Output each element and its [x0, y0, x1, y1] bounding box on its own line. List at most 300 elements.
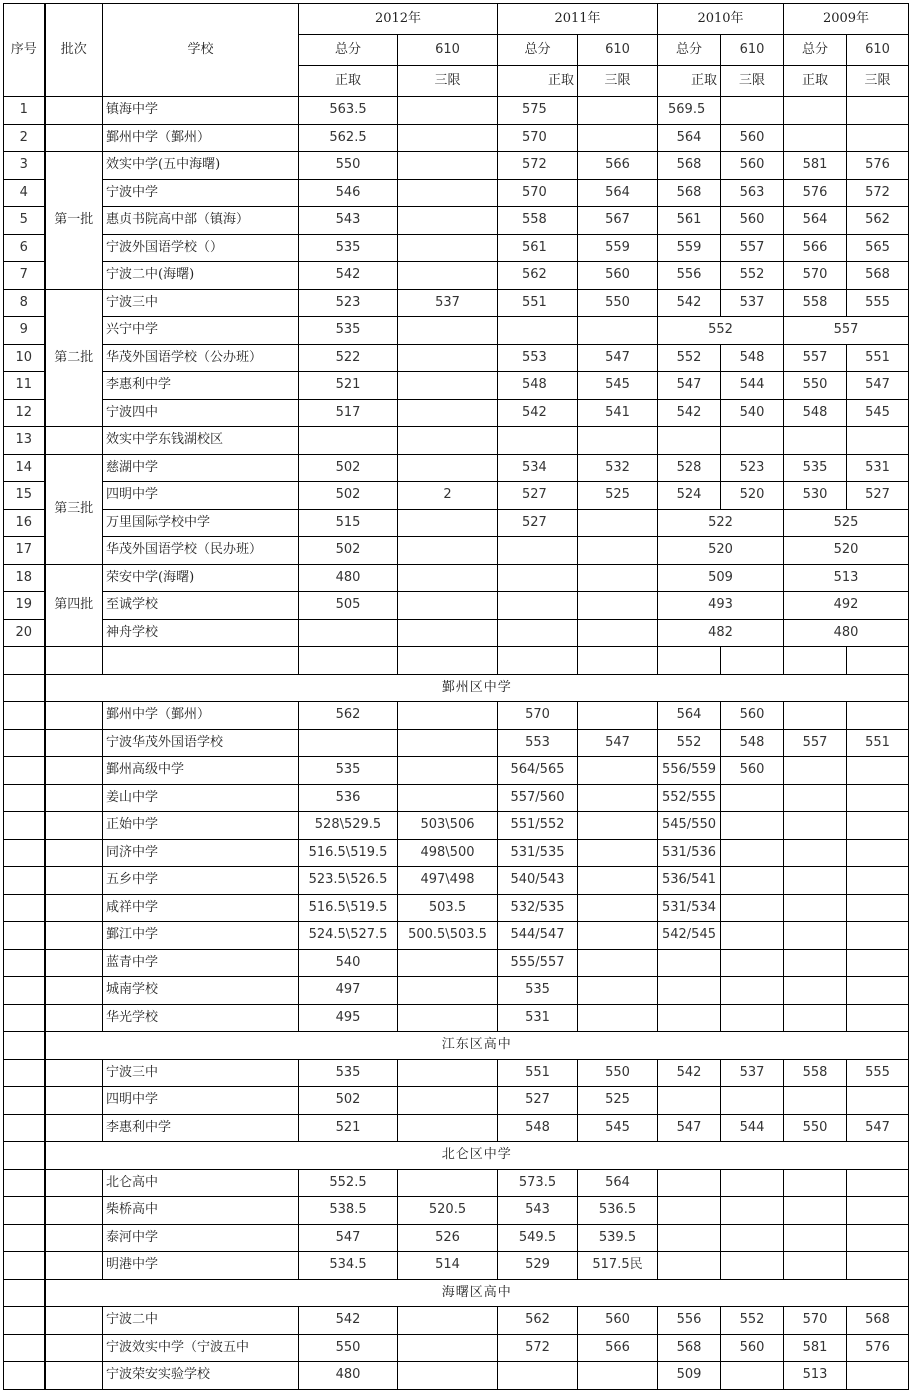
school-cell: 效实中学(五中海曙) — [103, 152, 299, 180]
score-cell: 524 — [658, 482, 721, 510]
col-header-regular: 正取 — [658, 66, 721, 97]
score-cell: 502 — [299, 482, 398, 510]
section-title: 北仑区中学 — [45, 1142, 909, 1170]
table-row — [4, 1197, 909, 1225]
score-cell — [784, 1224, 847, 1252]
school-cell: 宁波二中(海曙) — [103, 262, 299, 290]
table-row — [4, 427, 909, 455]
score-cell — [847, 977, 909, 1005]
score-cell — [398, 317, 498, 345]
score-cell: 564 — [658, 702, 721, 730]
col-header-610: 610 — [847, 35, 909, 66]
score-cell: 534.5 — [299, 1252, 398, 1280]
score-cell — [658, 1004, 721, 1032]
school-cell: 姜山中学 — [103, 784, 299, 812]
score-cell: 551/552 — [498, 812, 578, 840]
seq-cell: 12 — [4, 399, 45, 427]
score-cell — [658, 1169, 721, 1197]
col-header-total: 总分 — [299, 35, 398, 66]
score-cell — [784, 1252, 847, 1280]
school-cell: 华茂外国语学校（公办班） — [103, 344, 299, 372]
seq-cell: 14 — [4, 454, 45, 482]
score-cell: 548 — [721, 729, 784, 757]
score-cell: 557 — [784, 344, 847, 372]
table-row — [4, 234, 909, 262]
score-cell: 573.5 — [498, 1169, 578, 1197]
score-cell: 564 — [578, 179, 658, 207]
score-cell — [658, 949, 721, 977]
score-cell — [578, 977, 658, 1005]
col-header-total: 总分 — [658, 35, 721, 66]
seq-cell: 3 — [4, 152, 45, 180]
school-cell: 荣安中学(海曙) — [103, 564, 299, 592]
score-cell: 555/557 — [498, 949, 578, 977]
score-cell — [398, 1334, 498, 1362]
score-cell: 552.5 — [299, 1169, 398, 1197]
score-cell — [847, 922, 909, 950]
batch-cell — [45, 124, 103, 152]
score-cell: 536/541 — [658, 867, 721, 895]
score-cell: 525 — [578, 1087, 658, 1115]
col-header-610: 610 — [398, 35, 498, 66]
score-cell — [498, 317, 578, 345]
score-cell: 570 — [498, 702, 578, 730]
score-cell: 480 — [299, 1362, 398, 1390]
seq-cell: 5 — [4, 207, 45, 235]
score-cell: 565 — [847, 234, 909, 262]
score-cell — [398, 784, 498, 812]
score-cell: 557 — [721, 234, 784, 262]
school-cell: 鄞州高级中学 — [103, 757, 299, 785]
score-cell: 552 — [658, 729, 721, 757]
score-cell: 564 — [784, 207, 847, 235]
seq-cell: 13 — [4, 427, 45, 455]
score-cell: 547 — [847, 372, 909, 400]
section-header-row — [4, 1142, 909, 1170]
section-header-row — [4, 674, 909, 702]
score-cell — [498, 537, 578, 565]
score-cell-merged: 513 — [784, 564, 909, 592]
score-cell: 515 — [299, 509, 398, 537]
score-cell — [721, 1252, 784, 1280]
score-cell: 576 — [784, 179, 847, 207]
score-cell — [721, 867, 784, 895]
score-cell: 2 — [398, 482, 498, 510]
score-cell: 497\498 — [398, 867, 498, 895]
score-cell: 560 — [721, 757, 784, 785]
score-cell: 558 — [784, 1059, 847, 1087]
score-cell: 542 — [498, 399, 578, 427]
score-cell: 545 — [847, 399, 909, 427]
score-cell — [847, 784, 909, 812]
seq-cell: 16 — [4, 509, 45, 537]
score-cell — [398, 1114, 498, 1142]
score-cell: 527 — [498, 1087, 578, 1115]
empty-row — [4, 647, 909, 675]
score-cell — [784, 97, 847, 125]
score-cell: 534 — [498, 454, 578, 482]
score-cell — [398, 1169, 498, 1197]
school-cell: 宁波三中 — [103, 289, 299, 317]
seq-cell: 15 — [4, 482, 45, 510]
score-cell: 551 — [498, 289, 578, 317]
table-row — [4, 482, 909, 510]
score-cell — [398, 592, 498, 620]
table-row — [4, 317, 909, 345]
score-cell — [721, 1197, 784, 1225]
score-cell: 560 — [721, 1334, 784, 1362]
score-cell: 503.5 — [398, 894, 498, 922]
batch-cell — [45, 427, 103, 455]
score-cell — [498, 619, 578, 647]
batch-cell-second: 第二批 — [45, 289, 103, 427]
score-cell-merged: 509 — [658, 564, 784, 592]
table-row — [4, 179, 909, 207]
score-cell — [398, 152, 498, 180]
score-cell: 560 — [578, 262, 658, 290]
col-header-total: 总分 — [498, 35, 578, 66]
score-cell: 531/534 — [658, 894, 721, 922]
table-row — [4, 977, 909, 1005]
score-cell: 536.5 — [578, 1197, 658, 1225]
score-cell — [398, 124, 498, 152]
school-cell: 慈湖中学 — [103, 454, 299, 482]
score-cell — [398, 207, 498, 235]
school-cell: 城南学校 — [103, 977, 299, 1005]
score-cell: 570 — [498, 124, 578, 152]
score-cell: 542/545 — [658, 922, 721, 950]
score-cell: 560 — [721, 124, 784, 152]
score-cell — [578, 537, 658, 565]
col-header-regular: 正取 — [784, 66, 847, 97]
score-cell: 575 — [498, 97, 578, 125]
score-cell: 568 — [658, 179, 721, 207]
score-cell: 537 — [721, 1059, 784, 1087]
score-cell — [578, 592, 658, 620]
seq-cell: 17 — [4, 537, 45, 565]
score-cell: 576 — [847, 1334, 909, 1362]
batch-cell-fourth: 第四批 — [45, 564, 103, 647]
col-header-restricted: 三限 — [847, 66, 909, 97]
score-cell — [721, 894, 784, 922]
score-cell: 545/550 — [658, 812, 721, 840]
score-cell: 524.5\527.5 — [299, 922, 398, 950]
seq-cell: 6 — [4, 234, 45, 262]
score-cell — [784, 867, 847, 895]
school-cell: 华光学校 — [103, 1004, 299, 1032]
table-row — [4, 1114, 909, 1142]
score-cell — [578, 619, 658, 647]
score-cell — [721, 977, 784, 1005]
section-header-row — [4, 1279, 909, 1307]
school-cell: 宁波三中 — [103, 1059, 299, 1087]
col-header-regular: 正取 — [299, 66, 398, 97]
school-cell: 神舟学校 — [103, 619, 299, 647]
score-cell — [784, 1197, 847, 1225]
col-header-restricted: 三限 — [578, 66, 658, 97]
score-cell — [847, 1197, 909, 1225]
score-cell: 527 — [847, 482, 909, 510]
score-cell — [398, 702, 498, 730]
score-cell — [578, 784, 658, 812]
school-cell: 宁波四中 — [103, 399, 299, 427]
school-cell: 兴宁中学 — [103, 317, 299, 345]
table-row — [4, 1224, 909, 1252]
score-cell: 542 — [299, 1307, 398, 1335]
score-cell: 543 — [498, 1197, 578, 1225]
score-cell — [578, 317, 658, 345]
table-row — [4, 1307, 909, 1335]
school-cell: 柴桥高中 — [103, 1197, 299, 1225]
score-cell: 544 — [721, 1114, 784, 1142]
school-cell: 四明中学 — [103, 1087, 299, 1115]
score-cell — [721, 1004, 784, 1032]
table-row — [4, 124, 909, 152]
table-row — [4, 757, 909, 785]
score-cell: 560 — [721, 702, 784, 730]
score-cell — [398, 1087, 498, 1115]
score-cell: 527 — [498, 509, 578, 537]
score-cell — [847, 867, 909, 895]
table-row — [4, 894, 909, 922]
score-cell: 542 — [299, 262, 398, 290]
score-cell-merged: 482 — [658, 619, 784, 647]
score-cell: 540/543 — [498, 867, 578, 895]
col-header-year-2011: 2011年 — [498, 4, 658, 35]
score-cell: 545 — [578, 1114, 658, 1142]
score-cell — [398, 1362, 498, 1390]
table-row — [4, 949, 909, 977]
score-cell — [398, 234, 498, 262]
score-cell: 543 — [299, 207, 398, 235]
score-cell: 568 — [847, 262, 909, 290]
score-cell — [847, 757, 909, 785]
score-cell: 520.5 — [398, 1197, 498, 1225]
score-cell — [398, 427, 498, 455]
score-cell — [847, 1087, 909, 1115]
score-cell: 509 — [658, 1362, 721, 1390]
col-header-school: 学校 — [103, 4, 299, 97]
score-cell: 550 — [299, 152, 398, 180]
school-cell: 李惠利中学 — [103, 1114, 299, 1142]
score-cell: 503\506 — [398, 812, 498, 840]
score-cell: 551 — [847, 729, 909, 757]
score-cell: 563.5 — [299, 97, 398, 125]
table-row — [4, 399, 909, 427]
table-row — [4, 784, 909, 812]
score-cell — [658, 1197, 721, 1225]
col-header-year-2012: 2012年 — [299, 4, 498, 35]
score-cell: 560 — [578, 1307, 658, 1335]
score-cell — [784, 784, 847, 812]
score-cell: 559 — [578, 234, 658, 262]
score-cell — [578, 1362, 658, 1390]
score-cell: 550 — [578, 1059, 658, 1087]
score-cell — [578, 894, 658, 922]
score-cell: 542 — [658, 399, 721, 427]
table-row — [4, 344, 909, 372]
score-cell — [658, 427, 721, 455]
score-cell: 551 — [498, 1059, 578, 1087]
score-cell: 516.5\519.5 — [299, 894, 398, 922]
score-cell: 548 — [784, 399, 847, 427]
score-cell: 502 — [299, 454, 398, 482]
school-cell: 宁波荣安实验学校 — [103, 1362, 299, 1390]
table-row — [4, 839, 909, 867]
score-cell: 559 — [658, 234, 721, 262]
score-cell: 550 — [784, 372, 847, 400]
score-cell: 539.5 — [578, 1224, 658, 1252]
seq-cell: 8 — [4, 289, 45, 317]
school-cell: 明港中学 — [103, 1252, 299, 1280]
score-cell: 505 — [299, 592, 398, 620]
score-cell: 523.5\526.5 — [299, 867, 398, 895]
school-cell: 鄞江中学 — [103, 922, 299, 950]
table-row — [4, 537, 909, 565]
score-cell: 544 — [721, 372, 784, 400]
score-cell-merged: 525 — [784, 509, 909, 537]
seq-cell: 10 — [4, 344, 45, 372]
score-cell — [299, 427, 398, 455]
score-cell: 553 — [498, 729, 578, 757]
table-row — [4, 812, 909, 840]
score-cell — [784, 894, 847, 922]
score-cell: 538.5 — [299, 1197, 398, 1225]
score-cell — [398, 399, 498, 427]
col-header-batch: 批次 — [45, 4, 103, 97]
score-cell: 557 — [784, 729, 847, 757]
score-cell — [578, 757, 658, 785]
school-cell: 咸祥中学 — [103, 894, 299, 922]
score-cell — [721, 922, 784, 950]
school-cell: 华茂外国语学校（民办班） — [103, 537, 299, 565]
score-cell: 514 — [398, 1252, 498, 1280]
score-cell: 562 — [498, 262, 578, 290]
score-cell: 548 — [721, 344, 784, 372]
table-row — [4, 619, 909, 647]
score-cell — [299, 729, 398, 757]
school-cell: 李惠利中学 — [103, 372, 299, 400]
score-cell — [398, 537, 498, 565]
score-cell — [398, 564, 498, 592]
score-cell: 561 — [658, 207, 721, 235]
table-row — [4, 592, 909, 620]
score-cell: 537 — [398, 289, 498, 317]
score-cell — [721, 1362, 784, 1390]
score-cell — [578, 922, 658, 950]
school-cell: 宁波效实中学（宁波五中 — [103, 1334, 299, 1362]
col-header-610: 610 — [578, 35, 658, 66]
col-header-seq: 序号 — [4, 4, 45, 97]
score-cell — [847, 1362, 909, 1390]
seq-cell: 20 — [4, 619, 45, 647]
score-cell-merged: 522 — [658, 509, 784, 537]
score-cell — [658, 977, 721, 1005]
score-cell — [498, 427, 578, 455]
score-cell: 562.5 — [299, 124, 398, 152]
score-cell: 570 — [498, 179, 578, 207]
score-cell: 549.5 — [498, 1224, 578, 1252]
seq-cell: 2 — [4, 124, 45, 152]
score-cell: 527 — [498, 482, 578, 510]
score-cell — [847, 702, 909, 730]
score-cell: 531 — [498, 1004, 578, 1032]
score-cell — [498, 1362, 578, 1390]
score-cell: 581 — [784, 152, 847, 180]
score-cell: 547 — [578, 344, 658, 372]
score-cell: 553 — [498, 344, 578, 372]
score-cell: 536 — [299, 784, 398, 812]
score-cell: 581 — [784, 1334, 847, 1362]
score-cell — [847, 1004, 909, 1032]
score-cell: 552 — [658, 344, 721, 372]
score-cell: 502 — [299, 537, 398, 565]
score-cell: 517.5民 — [578, 1252, 658, 1280]
school-cell: 同济中学 — [103, 839, 299, 867]
score-cell: 555 — [847, 1059, 909, 1087]
score-cell: 551 — [847, 344, 909, 372]
score-cell — [398, 372, 498, 400]
score-cell: 545 — [578, 372, 658, 400]
score-cell — [721, 949, 784, 977]
school-cell: 宁波外国语学校（） — [103, 234, 299, 262]
score-cell: 498\500 — [398, 839, 498, 867]
score-cell: 530 — [784, 482, 847, 510]
score-cell — [578, 702, 658, 730]
score-cell: 548 — [498, 372, 578, 400]
batch-cell-third: 第三批 — [45, 454, 103, 564]
score-cell: 547 — [578, 729, 658, 757]
score-cell: 531/535 — [498, 839, 578, 867]
score-cell — [578, 97, 658, 125]
score-cell — [784, 1169, 847, 1197]
score-cell — [398, 97, 498, 125]
score-cell: 569.5 — [658, 97, 721, 125]
score-cell: 558 — [498, 207, 578, 235]
score-cell: 540 — [721, 399, 784, 427]
table-row — [4, 372, 909, 400]
score-cell: 552 — [721, 262, 784, 290]
score-cell: 541 — [578, 399, 658, 427]
score-cell — [398, 509, 498, 537]
table-row — [4, 922, 909, 950]
table-row — [4, 262, 909, 290]
score-cell — [784, 702, 847, 730]
score-cell — [721, 427, 784, 455]
score-cell: 556 — [658, 262, 721, 290]
score-cell — [721, 97, 784, 125]
table-row — [4, 1252, 909, 1280]
score-cell-merged: 520 — [784, 537, 909, 565]
section-title: 江东区高中 — [45, 1032, 909, 1060]
score-cell: 521 — [299, 1114, 398, 1142]
score-cell: 542 — [658, 289, 721, 317]
score-cell — [578, 949, 658, 977]
score-cell — [784, 922, 847, 950]
score-cell: 568 — [847, 1307, 909, 1335]
seq-cell: 9 — [4, 317, 45, 345]
score-cell — [847, 427, 909, 455]
col-header-restricted: 三限 — [398, 66, 498, 97]
score-cell: 532/535 — [498, 894, 578, 922]
score-cell-merged: 557 — [784, 317, 909, 345]
batch-cell — [45, 97, 103, 125]
score-cell — [498, 564, 578, 592]
score-cell: 500.5\503.5 — [398, 922, 498, 950]
table-row — [4, 729, 909, 757]
score-cell — [398, 949, 498, 977]
score-cell: 562 — [847, 207, 909, 235]
